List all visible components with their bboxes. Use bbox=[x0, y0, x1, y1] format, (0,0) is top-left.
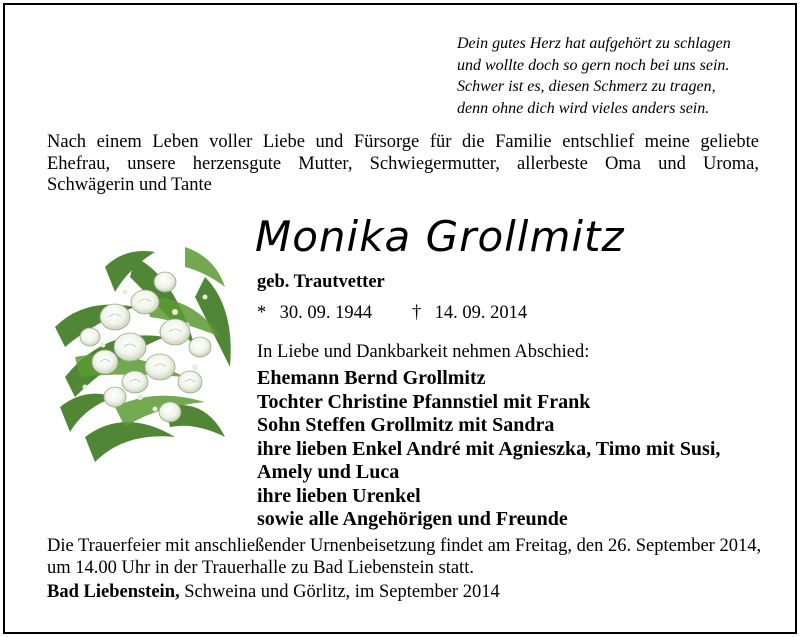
poem-line: und wollte doch so gern noch bei uns sein. bbox=[457, 56, 730, 74]
death-date-group bbox=[412, 303, 527, 324]
poem-line: denn ohne dich wird vieles anders sein. bbox=[457, 99, 710, 117]
rose-bouquet-icon bbox=[45, 237, 245, 487]
life-dates bbox=[257, 303, 528, 324]
service-info bbox=[47, 536, 762, 579]
place-rest: Schweina und Görlitz, im September 2014 bbox=[179, 582, 500, 602]
mourners-list bbox=[257, 367, 720, 532]
mourner-line: ihre lieben Urenkel bbox=[257, 484, 421, 507]
intro-text bbox=[47, 132, 759, 197]
intro-line: Nach einem Leben voller Liebe und Fürsorge für die Familie entschlief meine geliebte bbox=[47, 132, 759, 152]
service-line: um 14.00 Uhr in der Trauerhalle zu Bad Liebenstein statt. bbox=[47, 557, 474, 578]
poem-line: Schwer ist es, diesen Schmerz zu tragen, bbox=[457, 78, 716, 95]
service-line: Die Trauerfeier mit anschließender Urnenbeisetzung findet am Freitag, den 26. September 2014, bbox=[47, 536, 762, 556]
obituary-notice bbox=[3, 3, 797, 634]
poem bbox=[457, 33, 787, 119]
death-date: 14. 09. 2014 bbox=[434, 303, 528, 323]
poem-line: Dein gutes Herz hat aufgehört zu schlagen bbox=[457, 35, 731, 52]
death-symbol: † bbox=[412, 303, 422, 323]
place-date-line bbox=[47, 582, 500, 603]
birth-symbol: * bbox=[257, 303, 267, 323]
farewell-line: In Liebe und Dankbarkeit nehmen Abschied: bbox=[257, 342, 590, 362]
mourner-line: Amely und Luca bbox=[257, 461, 400, 483]
deceased-name: Monika Grollmitz bbox=[255, 212, 625, 261]
mourner-line: Ehemann Bernd Grollmitz bbox=[257, 367, 486, 389]
intro-line: Schwägerin und Tante bbox=[47, 175, 212, 195]
intro-line: Ehefrau, unsere herzensgute Mutter, Schwiegermutter, allerbeste Oma und Uroma, bbox=[47, 153, 759, 174]
birth-date: 30. 09. 1944 bbox=[279, 303, 373, 323]
mourner-line: ihre lieben Enkel André mit Agnieszka, Timo mit Susi, bbox=[257, 437, 721, 460]
mourner-line: sowie alle Angehörigen und Freunde bbox=[257, 508, 568, 530]
mourner-line: Sohn Steffen Grollmitz mit Sandra bbox=[257, 414, 555, 436]
place-city: Bad Liebenstein, bbox=[47, 582, 180, 602]
maiden-name: geb. Trautvetter bbox=[257, 272, 385, 292]
mourner-line: Tochter Christine Pfannstiel mit Frank bbox=[257, 390, 591, 413]
